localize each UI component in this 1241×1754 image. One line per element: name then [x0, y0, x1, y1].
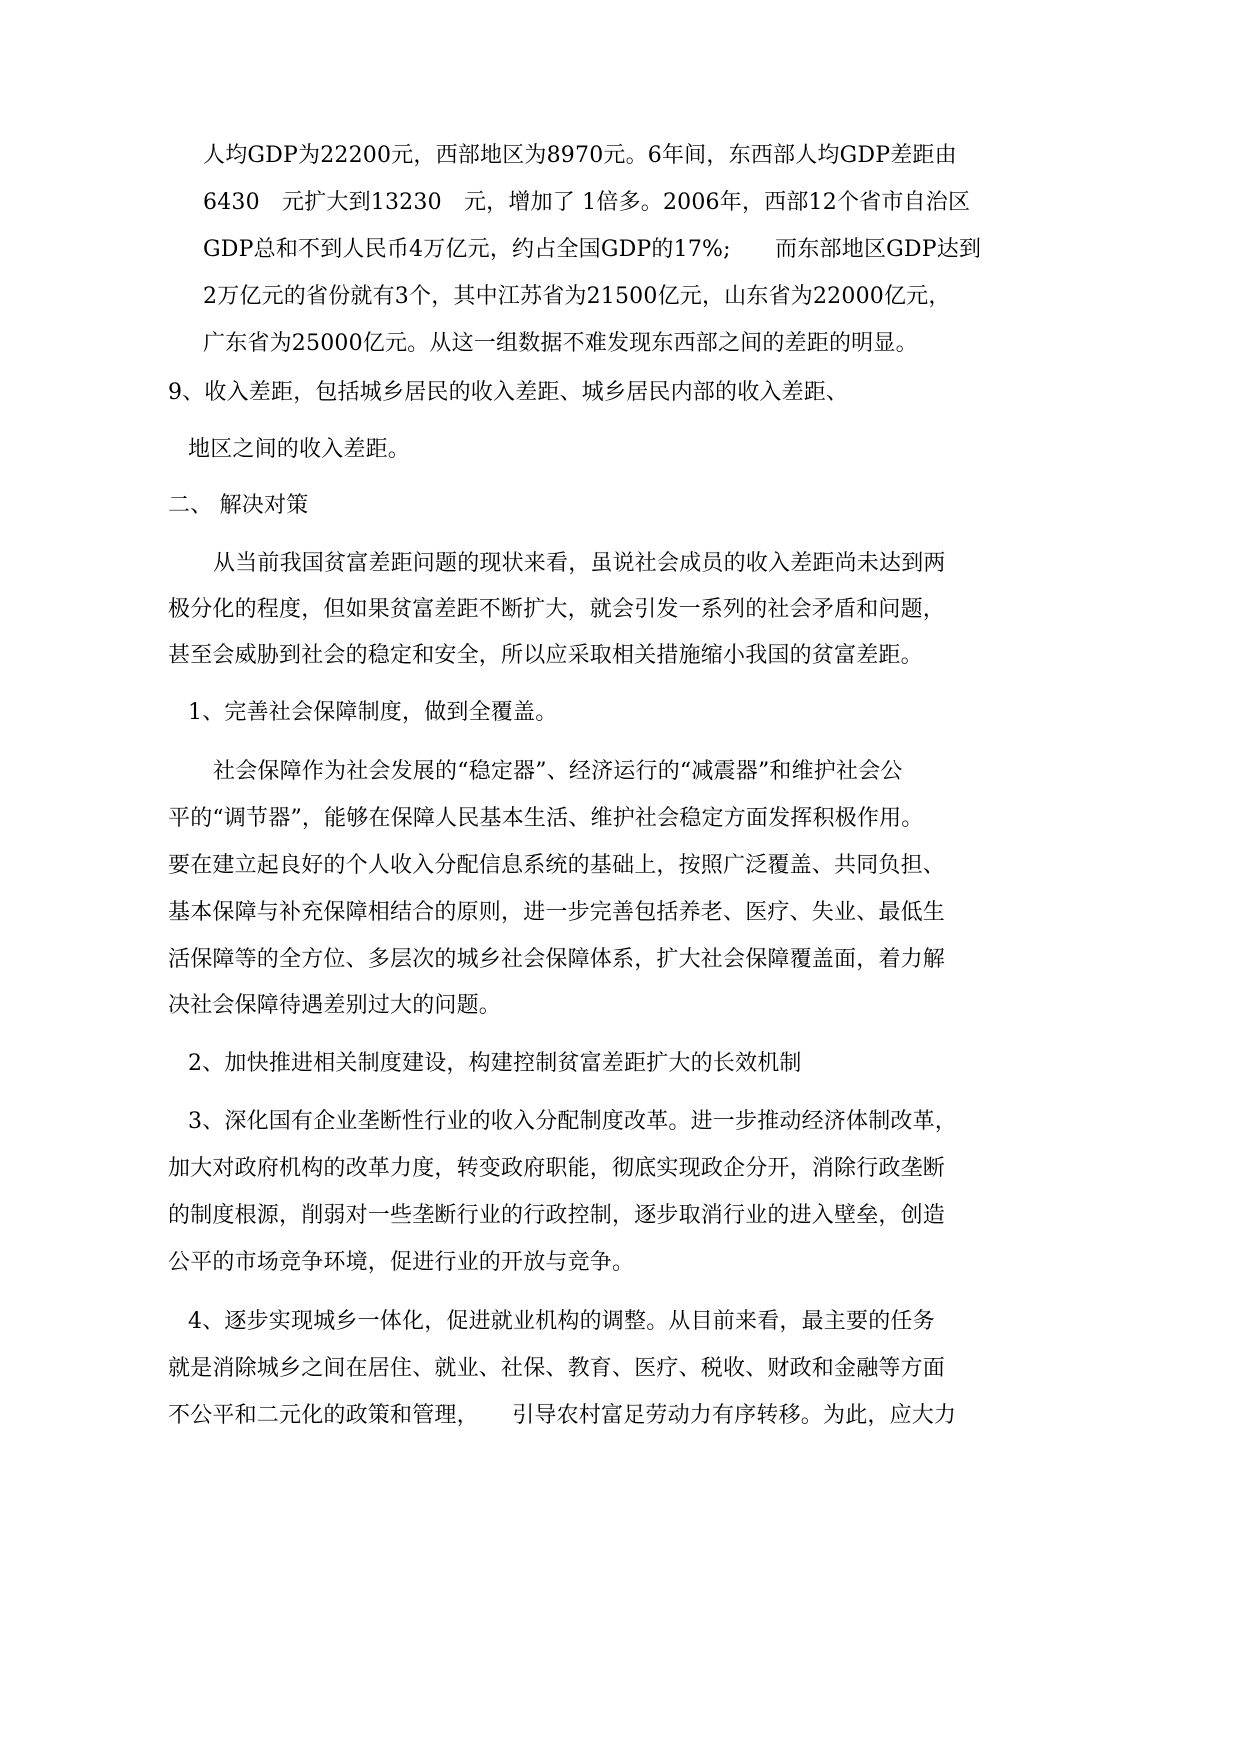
text-line: 极分化的程度，但如果贫富差距不断扩大，就会引发一系列的社会矛盾和问题， — [168, 597, 946, 622]
text-line: 加大对政府机构的改革力度，转变政府职能，彻底实现政企分开，消除行政垄断 — [168, 1156, 946, 1181]
text-line: 要在建立起良好的个人收入分配信息系统的基础上，按照广泛覆盖、共同负担、 — [168, 853, 946, 878]
text-line: 6430 元扩大到13230 元，增加了 1倍多。2006年，西部12个省市自治区 — [203, 190, 971, 215]
text-line: 平的“调节器”，能够在保障人民基本生活、维护社会稳定方面发挥积极作用。 — [168, 806, 924, 831]
text-line: 决社会保障待遇差别过大的问题。 — [168, 993, 502, 1018]
text-line: 地区之间的收入差距。 — [188, 437, 411, 462]
section-heading: 二、 解决对策 — [168, 493, 309, 518]
text-line: GDP总和不到人民币4万亿元，约占全国GDP的17%; 而东部地区GDP达到 — [203, 237, 982, 262]
text-line: 基本保障与补充保障相结合的原则，进一步完善包括养老、医疗、失业、最低生 — [168, 900, 946, 925]
measure-2-heading: 2、加快推进相关制度建设，构建控制贫富差距扩大的长效机制 — [188, 1051, 802, 1076]
text-line: 活保障等的全方位、多层次的城乡社会保障体系，扩大社会保障覆盖面，着力解 — [168, 947, 946, 972]
text-line: 2万亿元的省份就有3个，其中江苏省为21500亿元，山东省为22000亿元， — [203, 284, 951, 309]
text-line: 不公平和二元化的政策和管理， 引导农村富足劳动力有序转移。为此，应大力 — [168, 1403, 957, 1428]
text-line: 人均GDP为22200元，西部地区为8970元。6年间，东西部人均GDP差距由 — [203, 143, 957, 168]
text-line: 9、收入差距，包括城乡居民的收入差距、城乡居民内部的收入差距、 — [168, 380, 849, 405]
text-line: 公平的市场竞争环境，促进行业的开放与竞争。 — [168, 1250, 635, 1275]
text-line: 甚至会威胁到社会的稳定和安全，所以应采取相关措施缩小我国的贫富差距。 — [168, 643, 923, 668]
text-line: 社会保障作为社会发展的“稳定器”、经济运行的“减震器”和维护社会公 — [213, 759, 903, 784]
measure-1-heading: 1、完善社会保障制度，做到全覆盖。 — [188, 700, 558, 725]
text-line: 从当前我国贫富差距问题的现状来看，虽说社会成员的收入差距尚未达到两 — [213, 551, 946, 576]
text-line: 3、深化国有企业垄断性行业的收入分配制度改革。进一步推动经济体制改革， — [188, 1109, 957, 1134]
text-line: 的制度根源，削弱对一些垄断行业的行政控制，逐步取消行业的进入壁垒，创造 — [168, 1203, 946, 1228]
text-line: 广东省为25000亿元。从这一组数据不难发现东西部之间的差距的明显。 — [203, 331, 918, 356]
text-line: 4、逐步实现城乡一体化，促进就业机构的调整。从目前来看，最主要的任务 — [188, 1309, 935, 1334]
text-line: 就是消除城乡之间在居住、就业、社保、教育、医疗、税收、财政和金融等方面 — [168, 1356, 946, 1381]
